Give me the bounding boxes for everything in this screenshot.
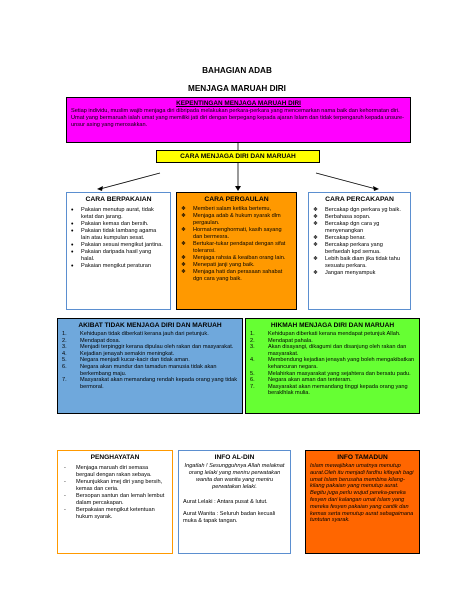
list-item: ❖ Berbahasa sopan. (313, 214, 406, 221)
list-item: ❖ Menjaga adab & hukum syarak dlm pergaulan. (181, 213, 292, 227)
list-item: ❖ Hormat-menghormati, kasih sayang dan bermesra. (181, 227, 292, 241)
list-item: - Bersopan santun dan lemah lembut dalam percakapan. (62, 493, 168, 507)
list-item: ❖ Bercakap perkara yang berfaedah kpd semua. (313, 242, 406, 256)
penghayatan-title: PENGHAYATAN (90, 454, 140, 461)
list-item: ❖ Menjaga rahsia & keaiban orang lain. (181, 255, 292, 262)
percakapan-list (313, 207, 406, 277)
hikmah-list (250, 331, 415, 397)
list-item: ❖ Memberi salam ketika bertemu, (181, 206, 292, 213)
list-item: ❖ Menepati janji yang baik. (181, 262, 292, 269)
pergaulan-box (176, 192, 297, 310)
list-item: • Pakaian daripada hasil yang halal. (71, 249, 166, 263)
hikmah-box (245, 318, 420, 414)
percakapan-box (308, 192, 411, 310)
connector-lines (0, 0, 474, 200)
kepentingan-title: KEPENTINGAN MENJAGA MARUAH DIRI (176, 100, 301, 107)
list-item: - Menunjukkan imej diri yang bersih, kemas dan ceria. (62, 479, 168, 493)
pergaulan-title: CARA PERGAULAN (204, 196, 269, 203)
list-item: • Pakaian menutup aurat, tidak ketat dan jarang. (71, 207, 166, 221)
penghayatan-box (57, 450, 173, 554)
akibat-title: AKIBAT TIDAK MENJAGA DIRI DAN MARUAH (78, 322, 222, 329)
list-item: • Pakaian mengikut peraturan (71, 263, 166, 270)
list-item: 1. Kehidupan tidak diberkati kerana jauh dari petunjuk. (62, 331, 209, 337)
aldin-quote: Ingatlah ! Sesungguhnya Allah melaknat orang lelaki yang meniru perwatakan wanita dan wanita yang meniru perwatakan lelaki. (184, 463, 285, 490)
list-item: 4. Kejadian jenayah semakin meningkat. (62, 350, 175, 357)
list-item: • Pakaian tidak lambang agama lain atau kumpulan sesat. (71, 228, 166, 242)
list-item: ❖ Bercakap dgn perkara yg baik. (313, 207, 406, 214)
list-item: • Pakaian kemas dan bersih. (71, 221, 166, 228)
page-subtitle: MENJAGA MARUAH DIRI (188, 84, 286, 93)
list-item: ❖ Menjaga hati dan perasaan sahabat dgn cara yang baik. (181, 269, 292, 283)
list-item: ❖ Jangan menyampuk (313, 270, 406, 277)
aldin-title: INFO AL-DIN (214, 454, 255, 461)
list-item: 5. Negara menjadi kucar-kacir dan tidak aman. (62, 357, 190, 364)
info-aldin-box (178, 450, 291, 554)
akibat-box (57, 318, 243, 414)
pergaulan-list (181, 206, 292, 283)
list-item: 2. Mendapat dosa. (62, 337, 121, 344)
list-item: 6. Negara akan aman dan tenteram. (250, 377, 352, 384)
aurat-lelaki: Aurat Lelaki : Antara pusat & lutut. (183, 499, 268, 505)
hikmah-title: HIKMAH MENJAGA DIRI DAN MARUAH (270, 322, 395, 329)
list-item: ❖ Lebih baik diam jika tidak tahu sesuatu perkara. (313, 256, 406, 270)
list-item: 1. Kehidupan diberkati kerana mendapat petunjuk Allah. (250, 331, 401, 337)
tamadun-text: Islam mewajibkan umatnya menutup aurat.Oleh itu menjadi fardhu kifayah bagi umat Islam berusaha membina kilang-kilang pakaian yang menutup aurat. Begitu juga perlu wujud pereka-pereka fesyen dari kalangan umat Islam yang mereka fesyen pakaian yang cantik dan kemas serta menutup aurat sebagaimana tuntutan syarak. (310, 463, 414, 524)
list-item: ❖ Bertukar-tukar pendapat dengan sifat toleransi. (181, 241, 292, 255)
list-item: 2. Mendapat pahala. (250, 337, 313, 344)
info-tamadun-box (305, 450, 420, 554)
berpakaian-list (71, 207, 166, 270)
berpakaian-title: CARA BERPAKAIAN (85, 196, 152, 203)
page-title: BAHAGIAN ADAB (202, 66, 272, 75)
aurat-wanita: Aurat Wanita : Seluruh badan kecuali muka & tapak tangan. (183, 511, 276, 524)
list-item: ❖ Bercakap dgn cara yg menyenangkan (313, 221, 406, 235)
percakapan-title: CARA PERCAKAPAN (325, 196, 394, 203)
tamadun-title: INFO TAMADUN (337, 454, 388, 461)
cara-title: CARA MENJAGA DIRI DAN MARUAH (156, 150, 320, 163)
list-item: 7. Masyarakat akan memandang tinggi kepada orang yang beraklhlak mulia. (250, 383, 408, 397)
list-item: - Berpakaian mengikut ketentuan hukum syarak. (62, 507, 168, 521)
list-item: 3. Akan disayangi, dikagumi dan disanjung oleh rakan dan masyarakat. (250, 344, 407, 357)
berpakaian-box (66, 192, 171, 310)
list-item: 5. Melahirkan masyarakat yang sejahtera dan bersatu padu. (250, 370, 411, 377)
list-item: 3. Menjadi terpinggir kerana dipulau oleh rakan dan masyarakat. (62, 344, 234, 351)
list-item: - Menjaga maruah diri semasa bergaul dengan rakan sebaya. (62, 465, 168, 479)
list-item: • Pakaian sesuai mengikut jantina. (71, 242, 166, 249)
list-item: 4. Membendung kejadian jenayah yang boleh mengakibatkan kehancuran negara. (250, 357, 415, 370)
penghayatan-list (62, 465, 168, 521)
list-item: ❖ Bercakap benar. (313, 235, 406, 242)
list-item: 7. Masyarakat akan memandang rendah kepada orang yang tidak bermoral. (62, 377, 238, 390)
list-item: 6. Negara akan mundur dan tamadun manusia tidak akan berkembang maju. (62, 363, 217, 377)
akibat-list (62, 331, 238, 390)
kepentingan-text: Setiap individu, muslim wajib menjaga diri dibripada melakukan perkara-perkara yang mencemarkan nama baik dan kehormatan diri. Umat yang bermaruah ialah umat yang memiliki jati diri dengan berpegang kepada ajaran Islam dan tidak terpengaruh kepada unsure-unsur asing yang merosakkan. (71, 108, 405, 129)
